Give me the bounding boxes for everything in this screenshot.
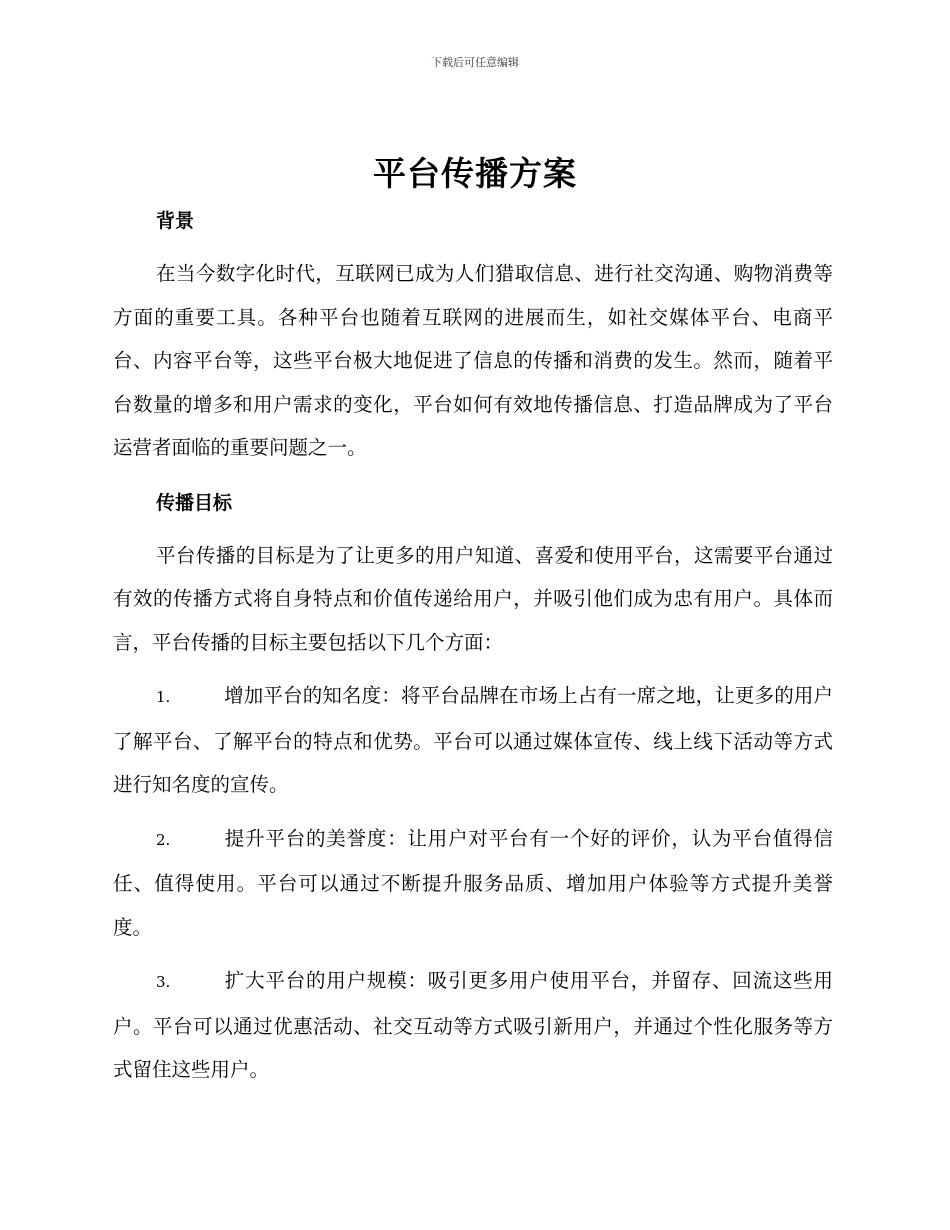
list-number: 3. xyxy=(156,973,171,991)
section-paragraph-goals: 平台传播的目标是为了让更多的用户知道、喜爱和使用平台，这需要平台通过有效的传播方式将自身特点和价值传递给用户，并吸引他们成为忠有用户。具体而言，平台传播的目标主要包括以下几个方面： xyxy=(113,543,833,654)
section-heading-background: 背景 xyxy=(156,210,195,232)
goal-list-item xyxy=(113,674,833,807)
document-body xyxy=(113,200,833,1092)
header-note: 下载后可任意编辑 xyxy=(431,56,519,69)
list-item-text: 增加平台的知名度：将平台品牌在市场上占有一席之地，让更多的用户了解平台、了解平台的特点和优势。平台可以通过媒体宣传、线上线下活动等方式进行知名度的宣传。 xyxy=(113,684,833,796)
section-heading-goals: 传播目标 xyxy=(156,491,233,514)
goal-list-item xyxy=(113,959,833,1092)
list-number: 1. xyxy=(156,688,171,706)
list-number: 2. xyxy=(156,830,171,849)
goal-list-item xyxy=(113,817,833,950)
list-item-text: 提升平台的美誉度：让用户对平台有一个好的评价，认为平台值得信任、值得使用。平台可以通过不断提升服务品质、增加用户体验等方式提升美誉度。 xyxy=(113,826,833,939)
page-title: 平台传播方案 xyxy=(373,154,577,193)
section-paragraph-background: 在当今数字化时代，互联网已成为人们猎取信息、进行社交沟通、购物消费等方面的重要工具。各种平台也随着互联网的进展而生，如社交媒体平台、电商平台、内容平台等，这些平台极大地促进了信息的传播和消费的发生。然而，随着平台数量的增多和用户需求的变化，平台如何有效地传播信息、打造品牌成为了平台运营者面临的重要问题之一。 xyxy=(113,262,833,459)
list-item-text: 扩大平台的用户规模：吸引更多用户使用平台，并留存、回流这些用户。平台可以通过优惠活动、社交互动等方式吸引新用户，并通过个性化服务等方式留住这些用户。 xyxy=(113,969,833,1081)
